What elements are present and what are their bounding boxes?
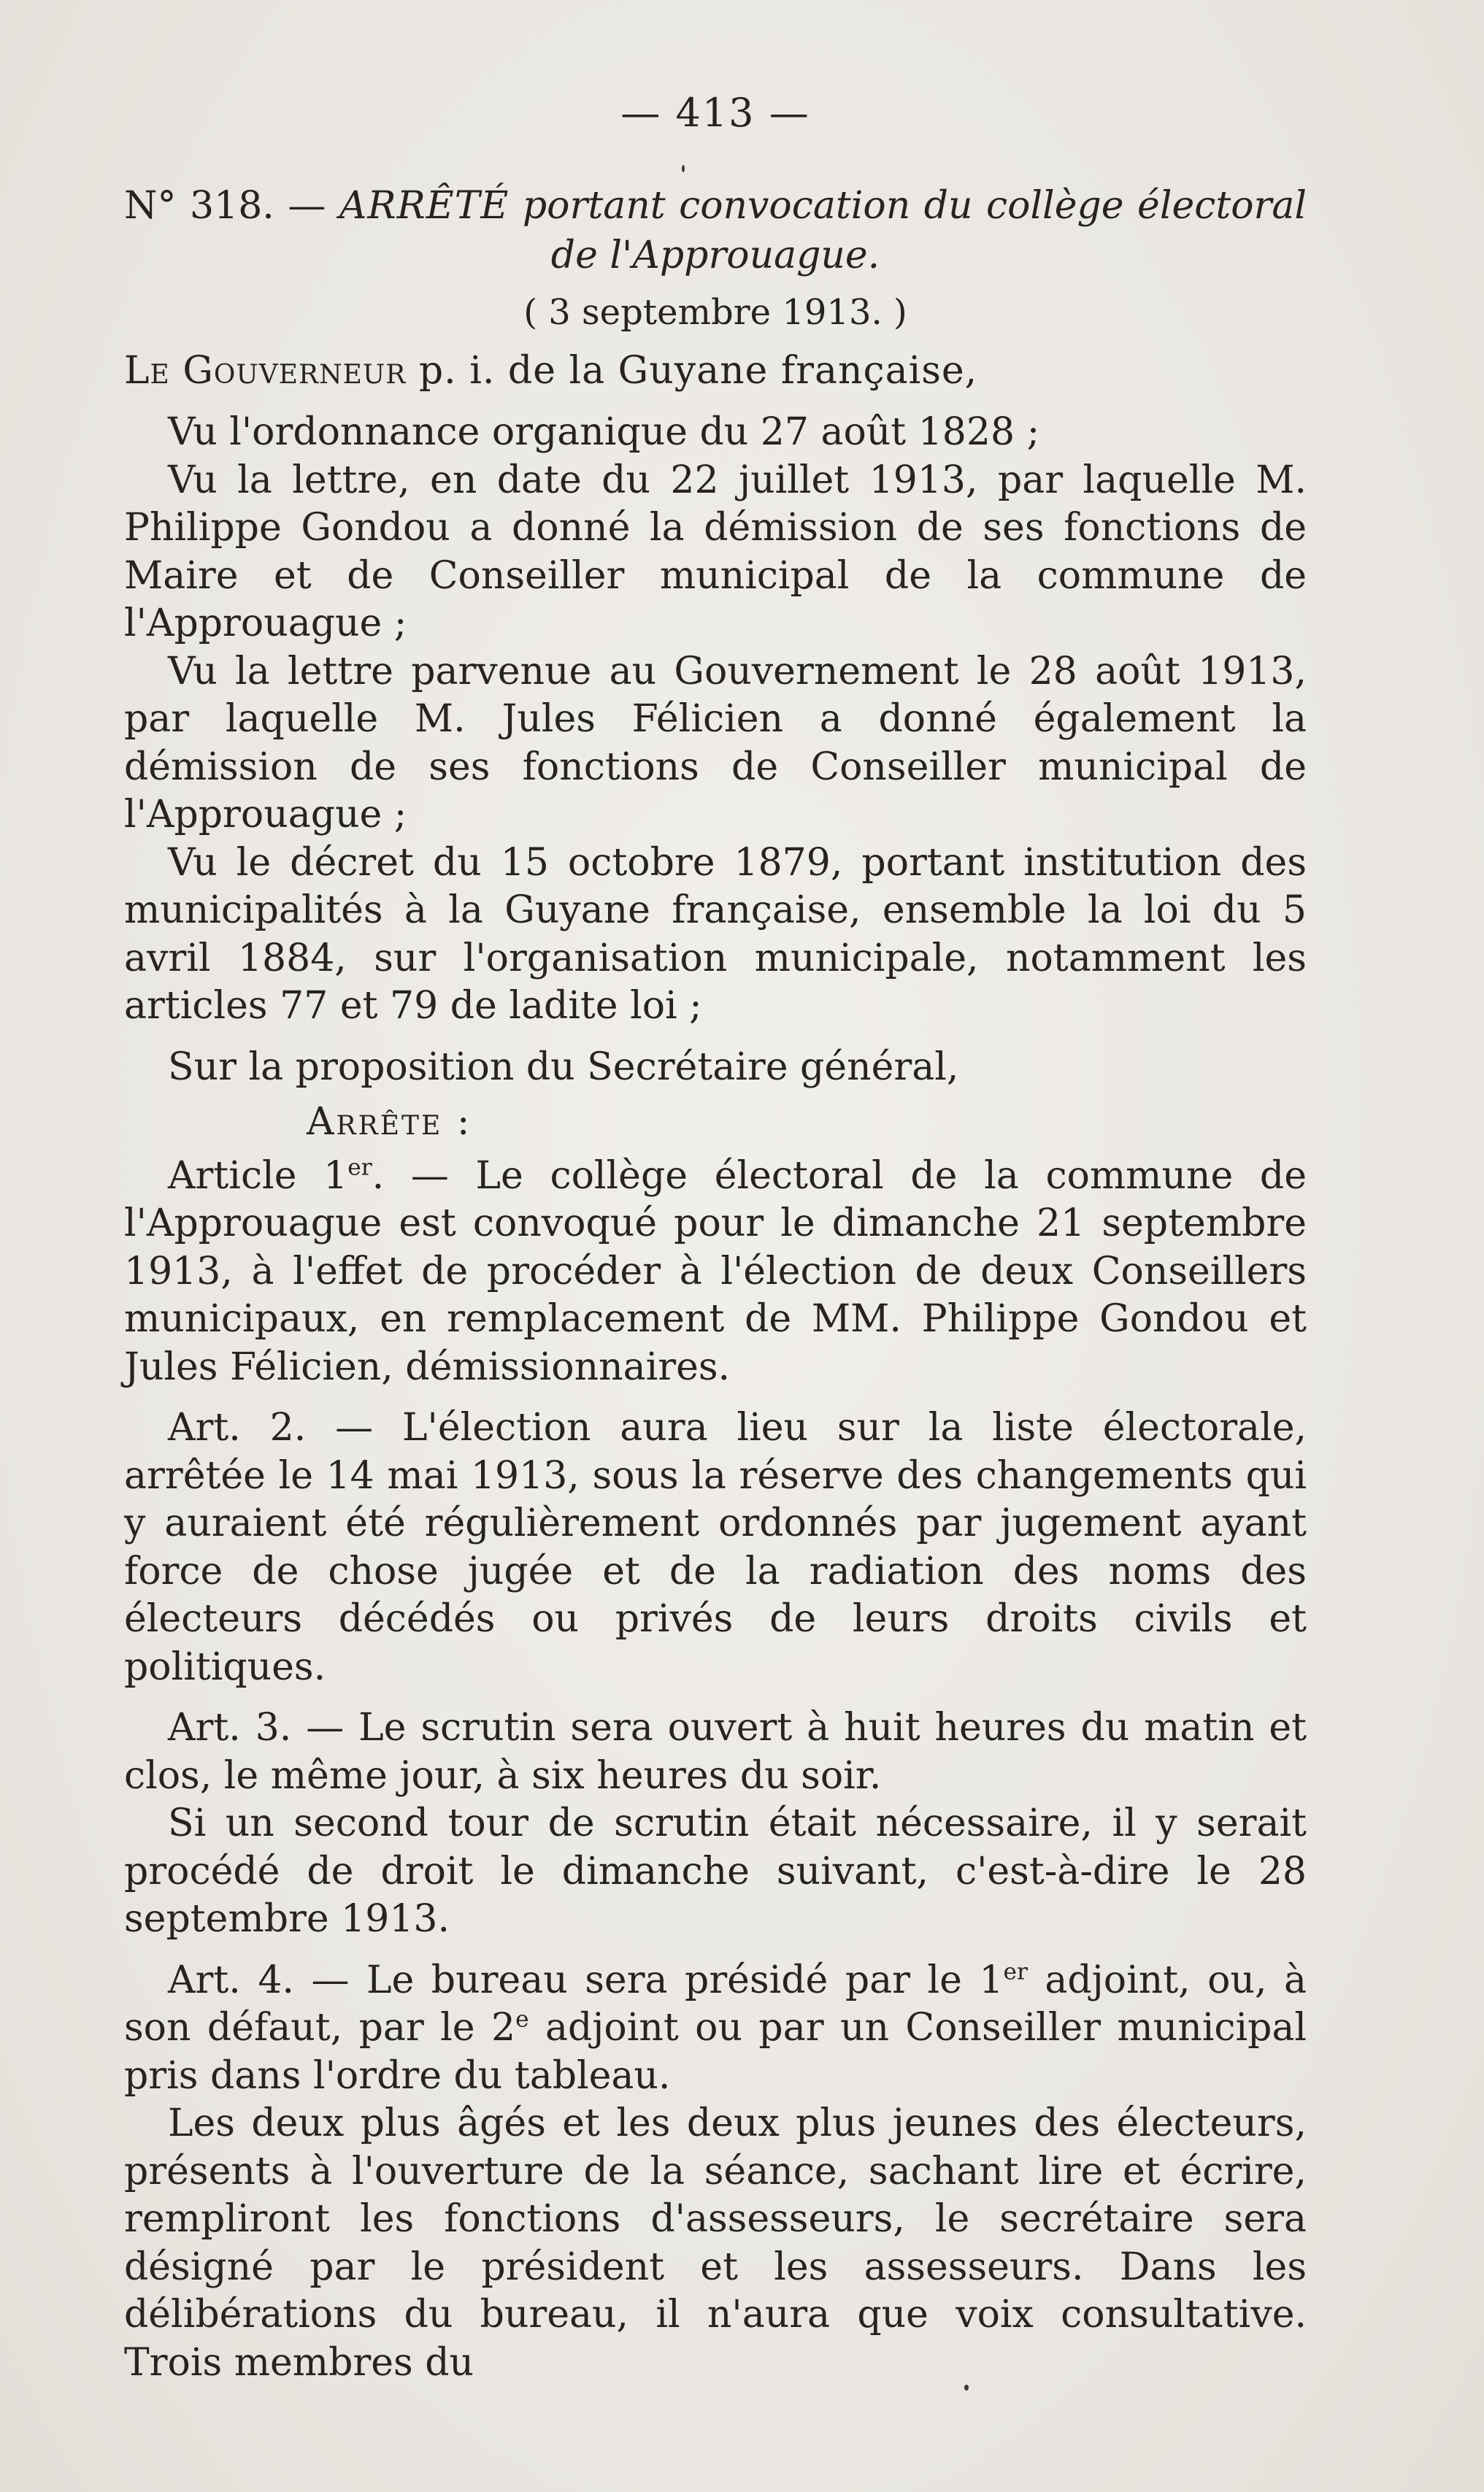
visa-paragraph: Vu la lettre parvenue au Gouvernement le 28 août 1913, par laquelle M. Jules Félicien a donné également la démission de ses fonctions de Conseiller municipal de l'Approuague ; <box>124 649 1307 837</box>
page-number: — 413 — <box>620 90 810 136</box>
decree-description: portant convocation du collège électoral <box>522 184 1307 228</box>
article-4-continued: Les deux plus âgés et les deux plus jeunes des électeurs, présents à l'ouverture de la séance, sachant lire et écrire, rempliront les fonctions d'assesseurs, le secrétaire sera désigné par le président et les assesseurs. Dans les délibérations du bureau, il n'aura que voix consultative. Trois membres du <box>124 2101 1307 2385</box>
article-3-second-round: Si un second tour de scrutin était nécessaire, il y serait procédé de droit le dimanche suivant, c'est-à-dire le 28 septembre 1913. <box>124 1801 1307 1941</box>
article-1-label: Article 1 <box>168 1153 348 1198</box>
article-3: Art. 3. — Le scrutin sera ouvert à huit heures du matin et clos, le même jour, à six heures du soir. <box>124 1706 1307 1798</box>
decree-body <box>124 409 1307 2387</box>
article-1-sup: er <box>347 1154 372 1181</box>
decree-description-line2: de l'Approuague. <box>550 234 880 277</box>
governor-rest: p. i. de la Guyane française, <box>406 349 978 393</box>
decree-title <box>124 181 1307 231</box>
article-1 <box>124 1153 1307 1392</box>
article-4-part3: adjoint ou par un Conseiller municipal pris dans l'ordre du tableau. <box>124 2006 1307 2098</box>
decree-number: N° 318. <box>124 184 274 228</box>
ink-speck <box>682 165 685 172</box>
visa-paragraph: Vu la lettre, en date du 22 juillet 1913, par laquelle M. Philippe Gondou a donné la démission de ses fonctions de Maire et de Conseiller municipal de la commune de l'Approuague ; <box>124 458 1307 645</box>
article-4-sup2: e <box>515 2006 529 2033</box>
text-block <box>124 90 1307 2387</box>
arrete-label: Arrête : <box>307 1100 472 1144</box>
article-2: Art. 2. — L'élection aura lieu sur la liste électorale, arrêtée le 14 mai 1913, sous la réserve des changements qui y auraient été régulièrement ordonnés par jugement ayant force de chose jugée et de la radiation des noms des électeurs décédés ou privés de leurs droits civils et politiques. <box>124 1406 1307 1689</box>
visa-paragraph: Vu le décret du 15 octobre 1879, portant institution des municipalités à la Guyane française, ensemble la loi du 5 avril 1884, sur l'organisation municipale, notamment les articles 77 et 79 de ladite loi ; <box>124 840 1307 1028</box>
governor-line <box>124 346 1307 396</box>
decree-date: ( 3 septembre 1913. ) <box>523 292 907 333</box>
proposal-paragraph: Sur la proposition du Secrétaire général, <box>168 1045 959 1089</box>
article-4-part2: adjoint, ou, à son défaut, par le 2 <box>124 1958 1307 2050</box>
article-4 <box>124 1957 1307 2101</box>
governor-title: Le Gouverneur <box>124 349 407 393</box>
ink-speck <box>964 2385 969 2391</box>
title-dash: — <box>288 184 326 228</box>
article-4-sup1: er <box>1003 1958 1028 1985</box>
decree-type: ARRÊTÉ <box>339 184 510 228</box>
article-4-part1: Art. 4. — Le bureau sera présidé par le 1 <box>168 1958 1004 2002</box>
article-1-text: . — Le collège électoral de la commune de l'Approuague est convoqué pour le dimanche 21 septembre 1913, à l'effet de procéder à l'élection de deux Conseillers municipaux, en remplacement de MM. Philippe Gondou et Jules Félicien, démissionnaires. <box>124 1153 1307 1389</box>
visa-paragraph: Vu l'ordonnance organique du 27 août 1828 ; <box>168 410 1040 454</box>
